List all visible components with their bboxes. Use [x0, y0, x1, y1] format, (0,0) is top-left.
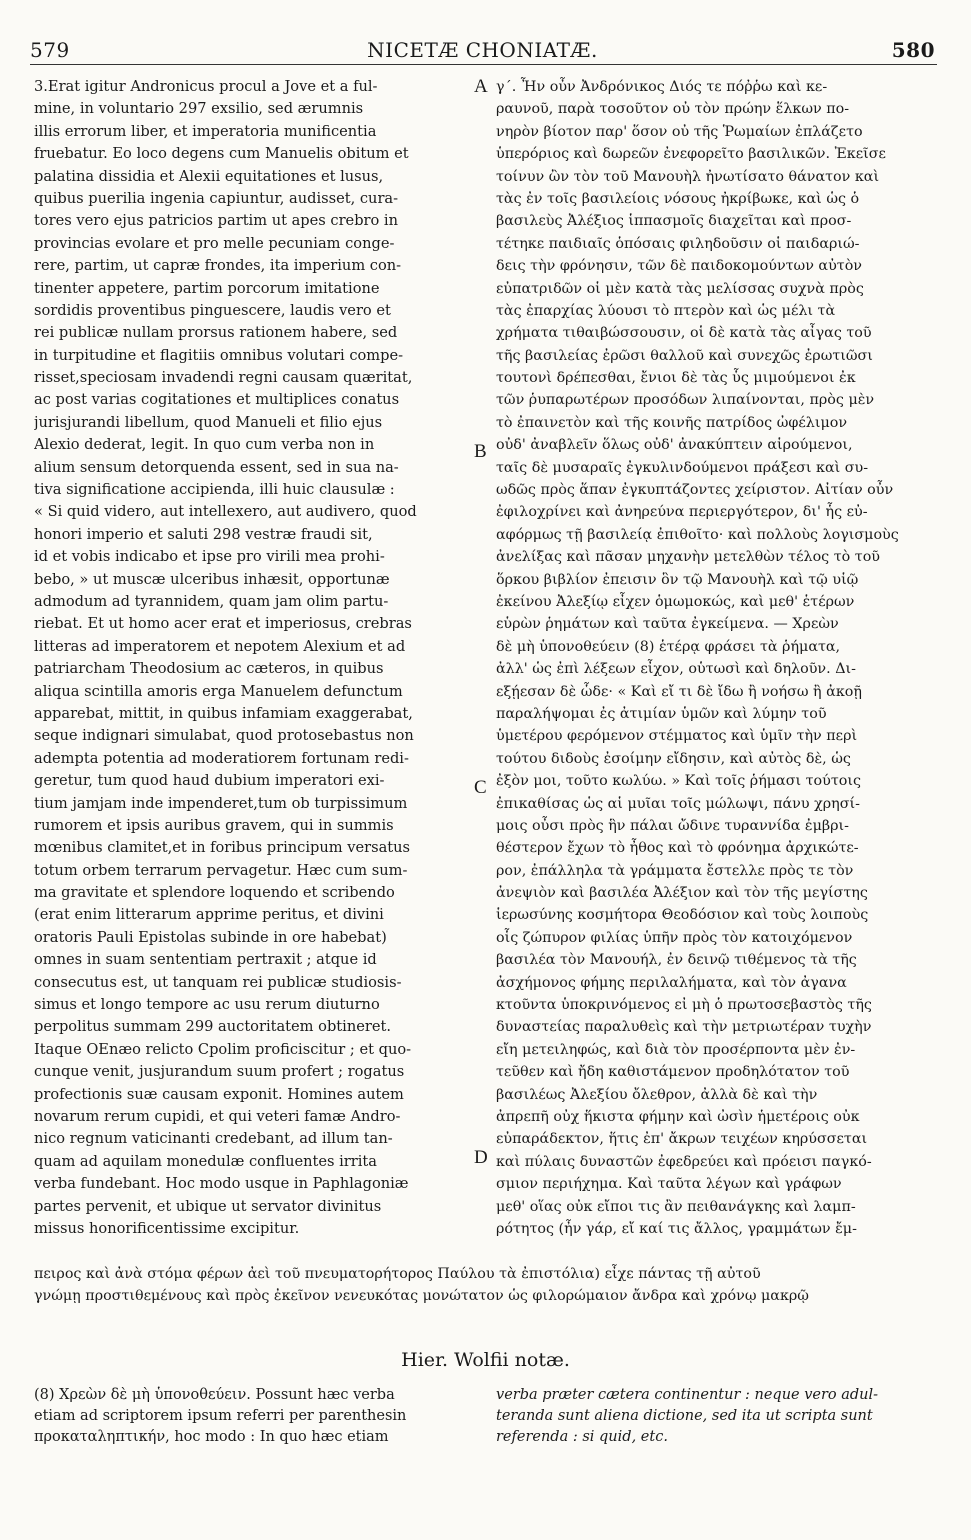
greek-text-line: τὸ ἐπαινετὸν καὶ τῆς κοινῆς πατρίδος ὠφέλιμον — [496, 414, 848, 431]
greek-text-line: ρότητος (ἦν γάρ, εἴ καί τις ἄλλος, γραμμάτων ἔμ- — [496, 1220, 857, 1237]
latin-text-line: illis errorum liber, et imperatoria munificentia — [34, 122, 377, 140]
greek-text-line: μοις οὖσι πρὸς ἣν πάλαι ὤδινε τυραννίδα ἐμβρι- — [496, 817, 849, 834]
greek-text-line: τεῦθεν καὶ ἤδη καθιστάμενον προδηλότατον τοῦ — [496, 1064, 850, 1081]
latin-text-line: fruebatur. Eo loco degens cum Manuelis obitum et — [34, 145, 409, 163]
latin-text-line: jurisjurandi libellum, quod Manueli et filio ejus — [34, 413, 383, 431]
greek-text-line: δὲ μὴ ὑπονοθεύειν (8) ἑτέρᾳ φράσει τὰ ῥήματα, — [496, 638, 841, 655]
latin-text-line: risset,speciosam invadendi regni causam quæritat, — [34, 369, 413, 387]
margin-marker-b: B — [474, 441, 487, 462]
greek-text-line: ταῖς δὲ μυσαραῖς ἐγκυλινδούμενοι πράξεσι καὶ συ- — [496, 459, 869, 476]
greek-text-line: αφόρμως τῇ βασιλείᾳ ἐπιθοῖτο· καὶ πολλοὺς λογισμοὺς — [496, 526, 899, 543]
greek-text-line: σμιον περιήχημα. Καὶ ταῦτα λέγων καὶ γράφων — [496, 1176, 842, 1193]
greek-text-line: παραλήψομαι ἐς ἀτιμίαν ὑμῶν καὶ λύμην τοῦ — [496, 705, 827, 722]
greek-text-line: ρον, ἐπάλληλα τὰ γράμματα ἔστελλε πρὸς τε τὸν — [496, 862, 854, 879]
greek-text-line: ἀλλ' ὡς ἐπὶ λέξεων εἶχον, οὑτωσὶ καὶ δηλοῦν. Δι- — [496, 661, 856, 678]
greek-full-width-line: πειρος καὶ ἀνὰ στόμα φέρων ἀεὶ τοῦ πνευματορήτορος Παύλου τὰ ἐπιστόλια) εἶχε πάντας τῇ αὐτοῦ — [34, 1266, 761, 1282]
greek-text-line: τὰς ἐν τοῖς βασιλείοις νόσους ἠκρίβωκε, καὶ ὡς ὁ — [496, 190, 860, 207]
margin-marker-c: C — [474, 777, 487, 798]
header-rule — [30, 64, 937, 65]
greek-text-line: μεθ' οἵας οὐκ εἴποι τις ἂν πειθανάγκης καὶ λαμπ- — [496, 1198, 856, 1215]
greek-text-line: βασιλέως Ἀλεξίου ὄλεθρον, ἀλλὰ δὲ καὶ τὴν — [496, 1086, 818, 1103]
greek-text-line: δυναστείας παραλυθεὶς καὶ τὴν μετριωτέραν τυχὴν — [496, 1019, 872, 1036]
greek-text-line: δεις τὴν φρόνησιν, τῶν δὲ παιδοκομούντων αὐτὸν — [496, 258, 862, 275]
latin-text-line: geretur, tum quod haud dubium imperatori exi- — [34, 772, 385, 790]
latin-text-line: apparebat, mittit, in quibus infamiam exaggerabat, — [34, 704, 413, 722]
latin-text-line: ma gravitate et splendore loquendo et scribendo — [34, 884, 395, 902]
latin-text-line: Itaque OEnæo relicto Cpolim proficiscitur ; et quo- — [34, 1040, 412, 1058]
greek-text-line: τῆς βασιλείας ἐρῶσι θαλλοῦ καὶ συνεχῶς ἐρωτιῶσι — [496, 347, 873, 364]
latin-text-line: in turpitudine et flagitiis omnibus volutari compe- — [34, 346, 404, 364]
latin-text-line: oratoris Pauli Epistolas subinde in ore habebat) — [34, 928, 387, 946]
latin-text-line: rumorem et ipsis auribus gravem, qui in summis — [34, 816, 394, 834]
latin-text-line: partes pervenit, et ubique ut servator divinitus — [34, 1197, 382, 1215]
margin-marker-a: A — [474, 76, 488, 97]
latin-text-line: profectionis suæ causam exponit. Homines autem — [34, 1085, 404, 1103]
latin-text-line: patriarcham Theodosium ac cæteros, in quibus — [34, 660, 384, 678]
page-number-right: 580 — [891, 38, 935, 62]
latin-text-line: (erat enim litterarum apprime peritus, et divini — [34, 906, 384, 924]
greek-text-line: εὑρὼν ῥημάτων καὶ ταῦτα ἐγκείμενα. — Χρεὼν — [496, 616, 839, 633]
greek-text-line: οὐδ' ἀναβλεῖν ὅλως οὐδ' ἀνακύπτειν αἱρούμενοι, — [496, 437, 853, 454]
latin-text-line: mœnibus clamitet,et in foribus principum versatus — [34, 839, 411, 857]
latin-text-line: bebo, » ut muscæ ulceribus inhæsit, opportunæ — [34, 570, 390, 588]
greek-text-line: καὶ πύλαις δυναστῶν ἐφεδρεύει καὶ πρόεισι παγκό- — [496, 1153, 872, 1170]
latin-text-line: rere, partim, ut capræ frondes, ita imperium con- — [34, 257, 402, 275]
latin-text-line: quam ad aquilam monedulæ confluentes irrita — [34, 1152, 377, 1170]
greek-text-line: εὐπατριδῶν οἱ μὲν κατὰ τὰς μελίσσας συχνὰ πρὸς — [496, 280, 864, 297]
greek-column — [496, 76, 936, 1240]
greek-text-line: θέστερον ἔχων τὸ ἦθος καὶ τὸ φρόνημα ἀρχικώτε- — [496, 840, 859, 857]
latin-text-line: tores vero ejus patricios partim ut apes crebro in — [34, 212, 399, 230]
latin-text-line: sordidis proventibus pinguescere, laudis vero et — [34, 301, 391, 319]
latin-text-line: perpolitus summam 299 auctoritatem obtineret. — [34, 1018, 391, 1036]
note-line: verba præter cætera continentur : neque vero adul- — [496, 1387, 879, 1403]
greek-text-line: νηρὸν βίοτον παρ' ὅσον οὐ τῆς Ῥωμαίων ἐπλάζετο — [496, 123, 863, 140]
latin-text-line: tium jamjam inde impenderet,tum ob turpissimum — [34, 794, 408, 812]
latin-text-line: novarum rerum cupidi, et qui veteri famæ Andro- — [34, 1107, 401, 1125]
greek-text-line: ωδῶς πρὸς ἅπαν ἐγκυπτάζοντες χείριστον. Αἰτίαν οὖν — [496, 482, 894, 499]
greek-text-line: ἀνεψιὸν καὶ βασιλέα Ἀλέξιον καὶ τὸν τῆς μεγίστης — [496, 885, 868, 902]
greek-text-line: γ΄. Ἦν οὖν Ἀνδρόνικος Διός τε πόῤῥω καὶ κε- — [496, 79, 828, 95]
notes-right — [496, 1385, 936, 1448]
note-line: προκαταληπτικήν, hoc modo : In quo hæc etiam — [34, 1429, 389, 1445]
latin-column — [34, 76, 464, 1240]
latin-text-line: provincias evolare et pro melle pecuniam conge- — [34, 234, 395, 252]
greek-text-line: εξῄεσαν δὲ ὧδε· « Καὶ εἴ τι δὲ ἴδω ἢ νοήσω ἢ ἀκοῇ — [496, 683, 862, 700]
greek-text-line: βασιλέα τὸν Μανουήλ, ἐν δεινῷ τιθέμενος τὰ τῆς — [496, 952, 857, 969]
full-width-text — [34, 1263, 939, 1307]
greek-text-line: τέτηκε παιδιαῖς ὁπόσαις φιληδοῦσιν οἱ παιδαριώ- — [496, 235, 860, 252]
latin-text-line: 3.Erat igitur Andronicus procul a Jove et a ful- — [34, 78, 378, 95]
greek-text-line: τούτου διδοὺς ἐσοίμην εἴδησιν, καὶ αὐτὸς δὲ, ὡς — [496, 750, 851, 767]
latin-text-line: omnes in suam sententiam pertraxit ; atque id — [34, 951, 377, 969]
greek-text-line: οἷς ζώπυρον φιλίας ὑπῆν πρὸς τὸν κατοιχόμενον — [496, 929, 853, 946]
latin-text-line: Alexio dederat, legit. In quo cum verba non in — [34, 436, 375, 454]
greek-text-line: ὅρκου βιβλίον ἐπεισιν ὃν τῷ Μανουὴλ καὶ τῷ υἱῷ — [496, 571, 859, 588]
latin-text-line: alium sensum detorquenda essent, sed in sua na- — [34, 458, 399, 476]
greek-text-line: τὰς ἐπαρχίας λύουσι τὸ πτερὸν καὶ ὡς μέλι τὰ — [496, 302, 836, 319]
margin-marker-d: D — [474, 1147, 488, 1168]
greek-text-line: εἴη μετειληφώς, καὶ διὰ τὸν προσέρποντα μὲν ἐν- — [496, 1041, 856, 1058]
greek-text-line: τουτονὶ δρέπεσθαι, ἔνιοι δὲ τὰς ὗς μιμούμενοι ἐκ — [496, 370, 856, 387]
greek-text-line: ἐπικαθίσας ὡς αἱ μυῖαι τοῖς μώλωψι, πάνυ χρησί- — [496, 795, 860, 812]
greek-text-line: ἱερωσύνης κοσμήτορα Θεοδόσιον καὶ τοὺς λοιποὺς — [496, 907, 869, 924]
latin-text-line: verba fundebant. Hoc modo usque in Paphlagoniæ — [34, 1175, 409, 1193]
latin-text-line: totum orbem terrarum pervagetur. Hæc cum sum- — [34, 861, 408, 879]
notes-title: Hier. Wolfii notæ. — [401, 1349, 570, 1371]
latin-text-line: litteras ad imperatorem et nepotem Alexium et ad — [34, 637, 406, 655]
latin-text-line: rei publicæ nullam prorsus rationem habere, sed — [34, 324, 398, 342]
latin-text-line: honori imperio et saluti 298 vestræ fraudi sit, — [34, 525, 373, 543]
greek-text-line: τῶν ῥυπαρωτέρων προσόδων λιπαίνονται, πρὸς μὲν — [496, 392, 875, 409]
greek-text-line: χρήματα τιθαιβώσσουσιν, οἱ δὲ κατὰ τὰς αἶγας τοῦ — [496, 325, 872, 342]
latin-text-line: seque indignari simulabat, quod protosebastus non — [34, 727, 414, 745]
running-title: NICETÆ CHONIATÆ. — [367, 38, 598, 62]
latin-text-line: mine, in voluntario 297 exsilio, sed ærumnis — [34, 100, 364, 118]
latin-text-line: tiva significatione accipienda, illi huic clausulæ : — [34, 481, 395, 499]
greek-text-line: ραυνοῦ, παρὰ τοσοῦτον οὐ τὸν πρώην ἕλκων πο- — [496, 101, 850, 118]
latin-text-line: « Si quid videro, aut intellexero, aut audivero, quod — [34, 503, 417, 521]
notes-left — [34, 1385, 474, 1448]
greek-text-line: ἀπρεπῆ οὐχ ἥκιστα φήμην καὶ ὠσὶν ἡμετέροις οὐκ — [496, 1108, 860, 1125]
note-line: (8) Χρεὼν δὲ μὴ ὑπονοθεύειν. Possunt hæc verba — [34, 1387, 395, 1403]
greek-text-line: βασιλεὺς Ἀλέξιος ἱππασμοῖς διαχεῖται καὶ προσ- — [496, 213, 852, 230]
note-line: referenda : si quid, etc. — [496, 1429, 668, 1445]
greek-text-line: ἀσχήμονος φήμης περιλαλήματα, καὶ τὸν ἀγανα — [496, 974, 847, 991]
greek-text-line: ὑμετέρου φερόμενον στέμματος καὶ ὑμῖν τὴν περὶ — [496, 728, 858, 745]
greek-text-line: ἐκείνου Ἀλεξίῳ εἶχεν ὁμωμοκώς, καὶ μεθ' ἑτέρων — [496, 593, 855, 610]
latin-text-line: tinenter appetere, partim porcorum imitatione — [34, 279, 380, 297]
greek-text-line: εὐπαράδεκτον, ἥτις ἐπ' ἄκρων τειχέων κηρύσσεται — [496, 1131, 868, 1148]
greek-text-line: τοίνυν ὢν τὸν τοῦ Μανουὴλ ἠνωτίσατο θάνατον καὶ — [496, 168, 880, 185]
greek-text-line: ὑπερόριος καὶ δωρεῶν ἐνεφορεῖτο βασιλικῶν. Ἐκεῖσε — [496, 146, 886, 163]
note-line: etiam ad scriptorem ipsum referri per parenthesin — [34, 1408, 407, 1424]
latin-text-line: admodum ad tyrannidem, quam jam olim partu- — [34, 592, 389, 610]
latin-text-line: ac post varias cogitationes et multiplices conatus — [34, 391, 400, 409]
latin-text-line: cunque venit, jusjurandum suum profert ; rogatus — [34, 1063, 405, 1081]
latin-text-line: id et vobis indicabo et ipse pro virili mea prohi- — [34, 548, 385, 566]
greek-text-line: κτοῦντα ὑποκρινόμενος εἰ μὴ ὁ πρωτοσεβαστὸς τῆς — [496, 997, 872, 1014]
greek-text-line: ἐξὸν μοι, τοῦτο κωλύω. » Καὶ τοῖς ῥήμασι τούτοις — [496, 773, 861, 790]
note-line: teranda sunt aliena dictione, sed ita ut scripta sunt — [496, 1408, 873, 1424]
latin-text-line: riebat. Et ut homo acer erat et imperiosus, crebras — [34, 615, 412, 633]
latin-text-line: adempta potentia ad moderatiorem fortunam redi- — [34, 749, 409, 767]
latin-text-line: consecutus est, ut tanquam rei publicæ studiosis- — [34, 973, 402, 991]
page-number-left: 579 — [30, 38, 70, 62]
latin-text-line: simus et longo tempore ac usu rerum diuturno — [34, 996, 380, 1014]
greek-text-line: ἐφιλοχρίνει καὶ ἀνηρεύνα περιεργότερον, δι' ἧς εὐ- — [496, 504, 868, 521]
latin-text-line: quibus puerilia ingenia capiuntur, audisset, cura- — [34, 189, 399, 207]
latin-text-line: nico regnum vaticinanti credebant, ad illum tan- — [34, 1130, 393, 1148]
greek-text-line: ἀνελίξας καὶ πᾶσαν μηχανὴν μετελθὼν τέλος τὸ τοῦ — [496, 549, 880, 566]
greek-full-width-line: γνώμῃ προστιθεμένους καὶ πρὸς ἐκεῖνον νενευκότας μονώτατον ὡς φιλορώμαιον ἄνδρα καὶ χρόνῳ μακρῷ — [34, 1288, 809, 1304]
latin-text-line: aliqua scintilla amoris erga Manuelem defunctum — [34, 682, 403, 700]
latin-text-line: missus honorificentissime excipitur. — [34, 1219, 300, 1237]
latin-text-line: palatina dissidia et Alexii equitationes et lusus, — [34, 167, 384, 185]
